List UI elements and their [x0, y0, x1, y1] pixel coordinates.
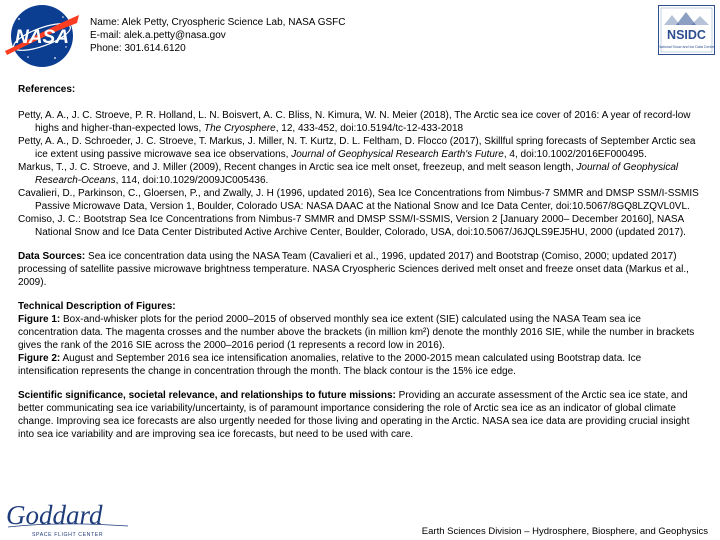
nasa-logo-text: NASA: [15, 27, 69, 48]
significance-text: Providing an accurate assessment of the Arctic sea ice state, and better communicating sea ice variability/uncertainty, is of paramount importance considering the role of Arctic sea ice as an indicator of global climate change. Improving sea ice forecasts are also urgently needed for those living and operating in the Arctic. NASA sea ice data are providing crucial insight into sea ice variability and are improving sea ice forecasts, but need to be used with care.: [18, 390, 690, 440]
figure-2-label: Figure 2:: [18, 353, 61, 364]
goddard-logo-subtext: SPACE FLIGHT CENTER: [32, 532, 104, 538]
references-list: [18, 109, 700, 239]
nsidc-logo: [658, 5, 715, 55]
goddard-logo: [4, 496, 132, 540]
references-heading: References:: [18, 84, 76, 95]
author-email: E-mail: alek.a.petty@nasa.gov: [90, 30, 226, 41]
goddard-logo-text: Goddard: [6, 500, 103, 530]
author-name: Name: Alek Petty, Cryospheric Science Lab, NASA GSFC: [90, 17, 346, 28]
nasa-logo: [3, 3, 81, 69]
reference-item: Comiso, J. C.: Bootstrap Sea Ice Concentrations from Nimbus-7 SMMR and DMSP SSM/I-SSMIS, Version 2 [January 2000– December 20160], NASA National Snow and Ice Data Center Distributed Active Archive Center, Boulder, Colorado, USA, doi:10.5067/J6JQLS9EJ5HU, 2000 (updated 2017).: [18, 214, 686, 238]
reference-item: Petty, A. A., D. Schroeder, J. C. Stroeve, T. Markus, J. Miller, N. T. Kurtz, D. L. Feltham, D. Flocco (2017), Skillful spring forecasts of September Arctic sea ice extent using passive microwave sea ice observations, Journal of Geophysical Research Earth's Future, 4, doi:10.1002/2016EF000495.: [18, 136, 696, 160]
reference-item: Cavalieri, D., Parkinson, C., Gloersen, P., and Zwally, J. H (1996, updated 2016), Sea Ice Concentrations from Nimbus-7 SMMR and DMSP SSM/I-SSMIS Passive Microwave Data, Version 1, Boulder, Colorado USA: NASA DAAC at the National Snow and Ice Data Center, doi:10.5067/8GQ8LZQVL0VL.: [18, 188, 699, 212]
figure-1-label: Figure 1:: [18, 314, 61, 325]
reference-item: Markus, T., J. C. Stroeve, and J. Miller (2009), Recent changes in Arctic sea ice melt onset, freezeup, and melt season length, Journal of Geophysical Research-Oceans, 114, doi:10.1029/2009JC005436.: [18, 162, 679, 186]
figure-2-text: August and September 2016 sea ice intensification anomalies, relative to the 2000-2015 mean calculated using Bootstrap data. Ice intensification represents the change in concentration through the month. The black contour is the 15% ice edge.: [18, 353, 642, 377]
data-sources-section: [18, 250, 700, 289]
technical-heading: Technical Description of Figures:: [18, 301, 176, 312]
main-content: [18, 83, 700, 441]
figure-1-text: Box-and-whisker plots for the period 2000–2015 of observed monthly sea ice extent (SIE) calculated using the NASA Team sea ice concentration data. The magenta crosses and the number above the brackets (in million km²) denote the monthly 2016 SIE, while the number in brackets gives the rank of the 2016 SIE across the 2000–2016 period (1 represents a record low in 2016).: [18, 314, 695, 351]
footer-division: Earth Sciences Division – Hydrosphere, Biosphere, and Geophysics: [421, 526, 708, 537]
reference-item: Petty, A. A., J. C. Stroeve, P. R. Holland, L. N. Boisvert, A. C. Bliss, N. Kimura, W. N. Meier (2018), The Arctic sea ice cover of 2016: A year of record-low highs and higher-than-expected lows, The Cryosphere, 12, 433-452, doi:10.5194/tc-12-433-2018: [18, 110, 691, 134]
significance-heading: Scientific significance, societal relevance, and relationships to future missions:: [18, 390, 396, 401]
data-sources-heading: Data Sources:: [18, 251, 86, 262]
significance-section: [18, 389, 700, 441]
contact-info: [90, 16, 345, 55]
nsidc-logo-subtext: National Snow and Ice Data Center: [658, 45, 715, 49]
nsidc-logo-text: NSIDC: [667, 28, 706, 42]
data-sources-text: Sea ice concentration data using the NASA Team (Cavalieri et al., 1996, updated 2017) and Bootstrap (Comiso, 2000; updated 2017) processing of satellite passive microwave brightness temperature. NASA Cryospheric Sciences derived melt onset and freeze onset data (Markus et al., 2009).: [18, 251, 689, 288]
technical-description-section: [18, 300, 700, 378]
author-phone: Phone: 301.614.6120: [90, 43, 186, 54]
